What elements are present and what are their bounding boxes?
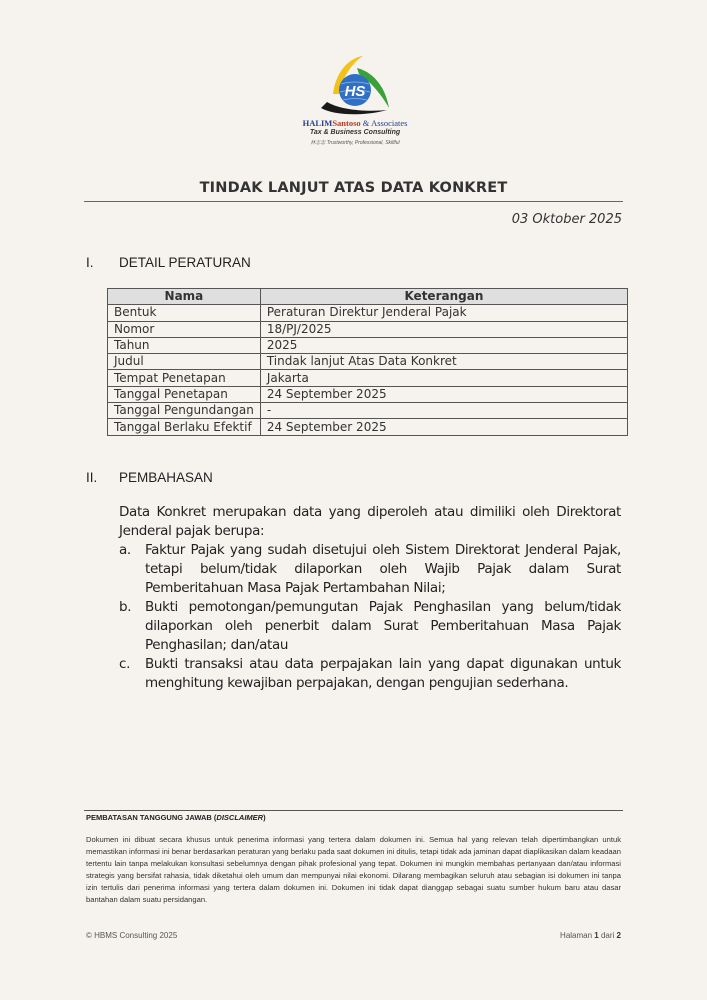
brand-part-associates: & Associates <box>360 118 408 128</box>
row-value: 24 September 2025 <box>260 386 627 402</box>
table-row <box>108 354 628 370</box>
footer-copyright: © HBMS Consulting 2025 <box>86 931 178 940</box>
column-header-keterangan: Keterangan <box>260 289 627 305</box>
section-number: I. <box>86 255 94 270</box>
discussion-body <box>119 503 621 693</box>
row-value: 2025 <box>260 337 627 353</box>
section-heading-pembahasan <box>86 470 213 485</box>
section-title: PEMBAHASAN <box>119 470 213 485</box>
row-value: - <box>260 403 627 419</box>
row-value: 18/PJ/2025 <box>260 321 627 337</box>
disclaimer-title-italic: DISCLAIMER <box>216 813 264 822</box>
disclaimer-body: Dokumen ini dibuat secara khusus untuk penerima informasi yang tertera dalam dokumen ini. Semua hal yang relevan telah dipertimbangkan untuk memastikan informasi ini benar berdasarkan peraturan yang berlaku pada saat dokumen ini ditulis, tetapi tidak ada jaminan dapat diaplikasikan dalam keadaan tertentu lain tanpa melakukan konsultasi sebelumnya dengan pihak profesional yang tepat. Dokumen ini mungkin membahas pertanyaan dan/atau informasi strategis yang bersifat rahasia, tidak diketahui oleh umum dan mempunyai nilai ekonomi. Dilarang membagikan seluruh atau sebagian isi dokumen ini tanpa izin tertulis dari penerima informasi yang tertera dalam dokumen ini. Dokumen ini tidak dapat dianggap sebagai suatu sumber hukum baru atau dasar bantahan dalam suatu persidangan. <box>86 835 621 905</box>
brand-part-halim: HALIM <box>302 118 333 128</box>
brand-name <box>285 118 425 128</box>
table-row <box>108 403 628 419</box>
brand-tagline-text: Trustworthy, Professional, Skillful <box>326 140 400 146</box>
table-row <box>108 321 628 337</box>
company-logo <box>285 50 425 150</box>
row-label: Bentuk <box>108 305 261 321</box>
list-item-text: Bukti pemotongan/pemungutan Pajak Penghasilan yang belum/tidak dilaporkan oleh penerbit dalam Surat Pemberitahuan Masa Pajak Penghasilan; dan/atau <box>145 599 621 653</box>
list-item-text: Bukti transaksi atau data perpajakan lain yang dapat digunakan untuk menghitung kewajiban perpajakan, dengan pengujian sederhana. <box>145 656 621 691</box>
regulation-detail-table <box>107 288 628 436</box>
row-label: Tempat Penetapan <box>108 370 261 386</box>
brand-part-santoso: Santoso <box>332 118 361 128</box>
page-of-label: dari <box>598 931 617 940</box>
row-label: Judul <box>108 354 261 370</box>
section-number: II. <box>86 470 98 485</box>
table-row <box>108 386 628 402</box>
page-label: Halaman <box>560 931 595 940</box>
row-value: Peraturan Direktur Jenderal Pajak <box>260 305 627 321</box>
discussion-list <box>119 541 621 693</box>
row-value: Jakarta <box>260 370 627 386</box>
row-value: Tindak lanjut Atas Data Konkret <box>260 354 627 370</box>
row-value: 24 September 2025 <box>260 419 627 435</box>
table-row <box>108 337 628 353</box>
disclaimer-divider <box>84 810 623 811</box>
document-title: TINDAK LANJUT ATAS DATA KONKRET <box>199 180 508 196</box>
table-row <box>108 305 628 321</box>
column-header-nama: Nama <box>108 289 261 305</box>
title-divider <box>84 201 623 202</box>
row-label: Tanggal Penetapan <box>108 386 261 402</box>
disclaimer-title <box>86 813 266 822</box>
list-item-text: Faktur Pajak yang sudah disetujui oleh Sistem Direktorat Jenderal Pajak, tetapi belum/tidak dilaporkan oleh Wajib Pajak dalam Surat Pemberitahuan Masa Pajak Pertambahan Nilai; <box>145 542 621 596</box>
brand-tagline <box>285 139 425 146</box>
list-item <box>119 541 621 598</box>
section-title: DETAIL PERATURAN <box>119 255 251 270</box>
row-label: Tanggal Berlaku Efektif <box>108 419 261 435</box>
disclaimer-title-end: ) <box>263 813 266 822</box>
svg-text:HS: HS <box>344 83 366 100</box>
page-total: 2 <box>616 931 621 940</box>
row-label: Tanggal Pengundangan <box>108 403 261 419</box>
row-label: Nomor <box>108 321 261 337</box>
row-label: Tahun <box>108 337 261 353</box>
document-date: 03 Oktober 2025 <box>511 212 622 227</box>
discussion-intro: Data Konkret merupakan data yang diperoleh atau dimiliki oleh Direktorat Jenderal pajak berupa: <box>119 504 621 539</box>
table-row <box>108 370 628 386</box>
brand-tagline-chinese: 林志忠 <box>310 140 326 146</box>
table-header-row <box>108 289 628 305</box>
list-marker: c. <box>119 656 131 672</box>
disclaimer-title-main: PEMBATASAN TANGGUNG JAWAB ( <box>86 813 217 822</box>
globe-logo-icon <box>315 50 395 120</box>
list-item <box>119 598 621 655</box>
list-marker: b. <box>119 599 132 615</box>
brand-subtitle: Tax & Business Consulting <box>309 129 401 136</box>
section-heading-detail-peraturan <box>86 255 251 270</box>
footer-page-number <box>560 931 621 940</box>
list-item <box>119 655 621 693</box>
table-row <box>108 419 628 435</box>
page-current: 1 <box>594 931 599 940</box>
list-marker: a. <box>119 542 131 558</box>
